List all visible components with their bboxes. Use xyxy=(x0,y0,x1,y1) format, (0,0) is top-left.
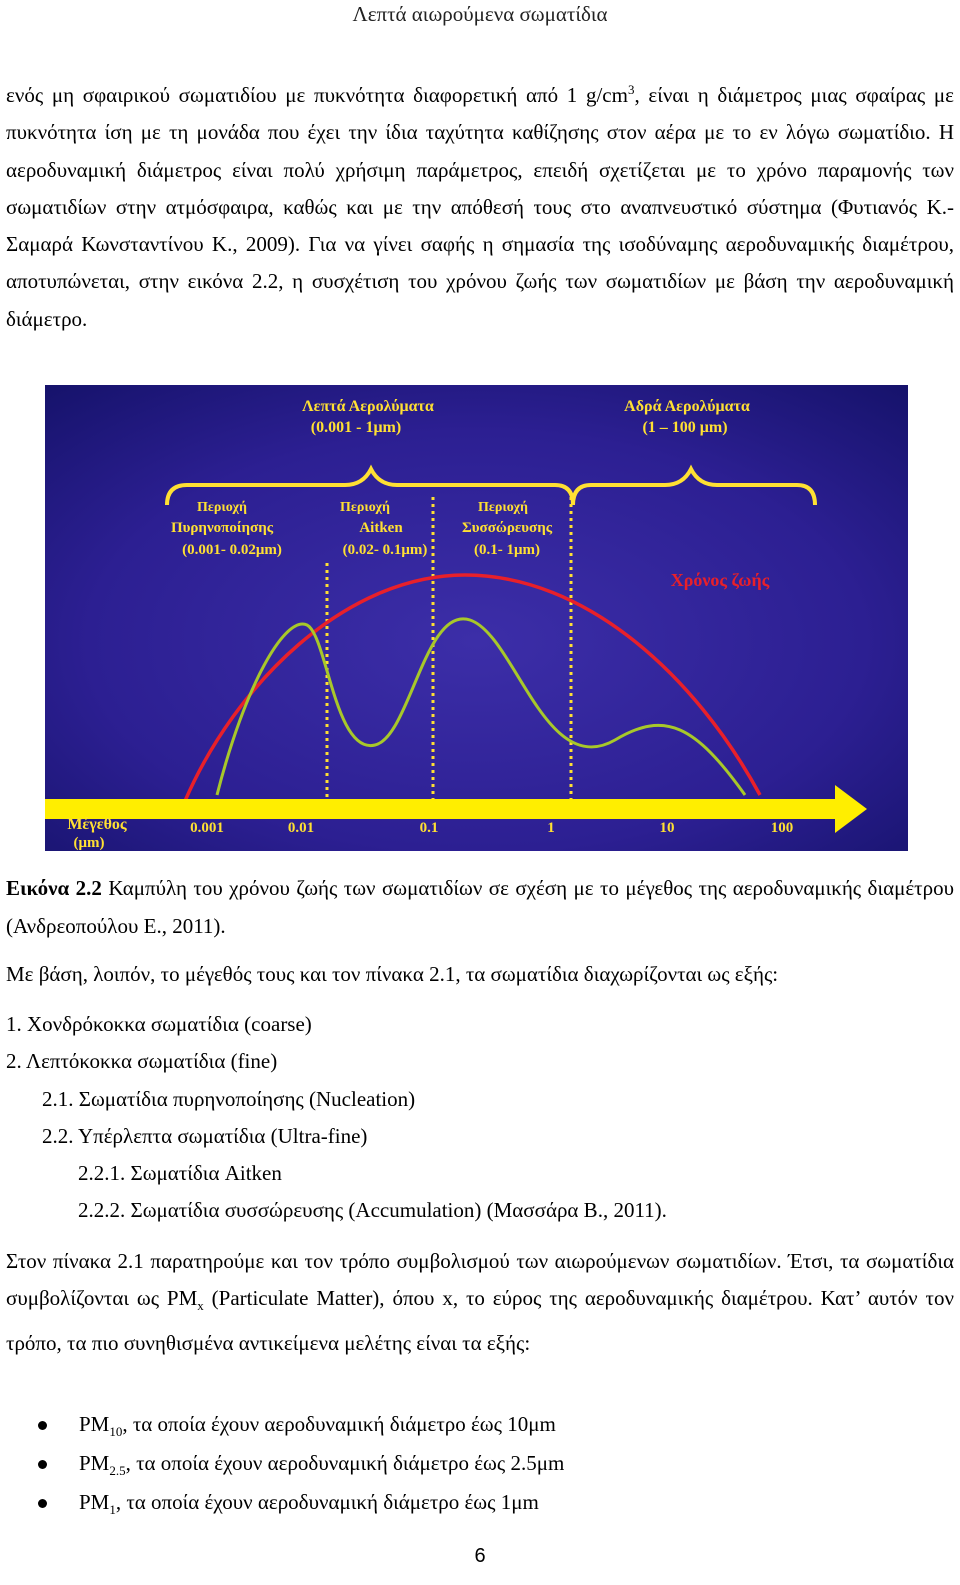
tick-100: 100 xyxy=(770,820,794,836)
lifetime-label: Χρόνος ζωής xyxy=(670,570,770,590)
caption-label: Εικόνα 2.2 xyxy=(6,876,102,900)
accumulation-label-1: Περιοχή xyxy=(478,500,528,515)
pm-subscript: 1 xyxy=(109,1502,116,1518)
aitken-label-3: (0.02- 0.1μm) xyxy=(342,542,428,558)
pm-symbol: PM xyxy=(79,1451,110,1475)
caption-text: Καμπύλη του χρόνου ζωής των σωματιδίων σε σχέση με το μέγεθος της αεροδυναμικής διαμέτρου (Ανδρεοπούλου Ε., 2011). xyxy=(6,876,954,938)
tick-01: 0.1 xyxy=(419,820,439,836)
intro-paragraph xyxy=(6,71,954,338)
axis-label-size: Μέγεθος xyxy=(67,816,127,833)
class-item-2-2-1: 2.2.1. Σωματίδια Aitken xyxy=(78,1161,282,1185)
pm-subscript: 10 xyxy=(109,1424,123,1440)
classification-intro: Με βάση, λοιπόν, το μέγεθός τους και τον πίνακα 2.1, τα σωματίδια διαχωρίζονται ως εξής: xyxy=(6,962,779,986)
nucleation-label-2: Πυρηνοποίησης xyxy=(170,520,274,536)
class-item-2-1: 2.1. Σωματίδια πυρηνοποίησης (Nucleation) xyxy=(42,1087,416,1111)
intro-text-2: , είναι η διάμετρος μιας σφαίρας με πυκνότητα ίση με τη μονάδα που έχει την ίδια ταχύτητα καθίζησης στον αέρα με το εν λόγω σωματίδιο. Η αεροδυναμική διάμετρος είναι πολύ χρήσιμη παράμετρος, επειδή σχετίζεται με το χρόνο παραμονής των σωματιδίων στην ατμόσφαιρα, καθώς και με την απόθεσή τους στο αναπνευστικό σύστημα (Φυτιανός Κ.-Σαμαρά Κωνσταντίνου Κ., 2009). Για να γίνει σαφής η σημασία της ισοδύναμης αεροδυναμικής διαμέτρου, αποτυπώνεται, στην εικόνα 2.2, η συσχέτιση του χρόνου ζωής των σωματιδίων με βάση την αεροδυναμική διάμετρο. xyxy=(6,83,954,331)
page-number: 6 xyxy=(474,1545,486,1567)
accumulation-label-2: Συσσώρευσης xyxy=(461,520,553,536)
nucleation-label-1: Περιοχή xyxy=(197,500,247,515)
aitken-label-2: Aitken xyxy=(359,520,403,536)
tick-0001: 0.001 xyxy=(190,820,224,836)
intro-superscript: 3 xyxy=(627,82,635,97)
class-item-1: 1. Χονδρόκοκκα σωματίδια (coarse) xyxy=(6,1012,312,1036)
aitken-label-1: Περιοχή xyxy=(340,500,390,515)
symbol-text-1: Στον πίνακα 2.1 παρατηρούμε και τον τρόπο συμβολισμού των αιωρούμενων σωματιδίων. Έτσι, τα σωματίδια συμβολίζονται ως PM xyxy=(6,1249,954,1311)
coarse-aerosol-title: Αδρά Αερολύματα xyxy=(624,398,750,415)
figure-caption xyxy=(6,870,954,945)
pm-description: , τα οποία έχουν αεροδυναμική διάμετρο έως 2.5μm xyxy=(125,1451,565,1475)
bullet-dot xyxy=(38,1460,47,1469)
coarse-aerosol-range: (1 – 100 μm) xyxy=(642,419,728,436)
axis-label-unit: (μm) xyxy=(73,835,105,851)
symbol-subscript: x xyxy=(197,1298,204,1314)
class-item-2: 2. Λεπτόκοκκα σωματίδια (fine) xyxy=(6,1049,278,1073)
nucleation-label-3: (0.001- 0.02μm) xyxy=(182,542,282,558)
intro-text-1: ενός μη σφαιρικού σωματιδίου με πυκνότητα διαφορετική από 1 g/cm xyxy=(6,83,628,107)
tick-10: 10 xyxy=(659,820,675,836)
symbol-text-2: (Particulate Matter), όπου x, το εύρος της αεροδυναμικής διαμέτρου. Κατ’ αυτόν τον τρόπο, τα πιο συνηθισμένα αντικείμενα μελέτης είναι τα εξής: xyxy=(6,1286,954,1355)
pm-description: , τα οποία έχουν αεροδυναμική διάμετρο έως 1μm xyxy=(115,1490,539,1514)
fine-aerosol-title: Λεπτά Αερολύματα xyxy=(302,398,434,415)
bullet-dot xyxy=(38,1499,47,1508)
pm-symbol: PM xyxy=(79,1490,110,1514)
tick-1: 1 xyxy=(547,820,555,836)
symbol-paragraph xyxy=(6,1243,954,1362)
figure-background xyxy=(45,385,908,851)
pm-description: , τα οποία έχουν αεροδυναμική διάμετρο έως 10μm xyxy=(122,1412,556,1436)
fine-aerosol-range: (0.001 - 1μm) xyxy=(310,419,402,436)
accumulation-label-3: (0.1- 1μm) xyxy=(474,542,540,558)
pm-subscript: 2.5 xyxy=(109,1463,126,1479)
pm-symbol: PM xyxy=(79,1412,110,1436)
bullet-dot xyxy=(38,1421,47,1430)
tick-001: 0.01 xyxy=(287,820,315,836)
lifetime-figure xyxy=(45,385,908,851)
running-header: Λεπτά αιωρούμενα σωματίδια xyxy=(352,2,608,26)
class-item-2-2: 2.2. Υπέρλεπτα σωματίδια (Ultra-fine) xyxy=(42,1124,368,1148)
class-item-2-2-2: 2.2.2. Σωματίδια συσσώρευσης (Accumulation) (Μασσάρα Β., 2011). xyxy=(78,1198,667,1222)
